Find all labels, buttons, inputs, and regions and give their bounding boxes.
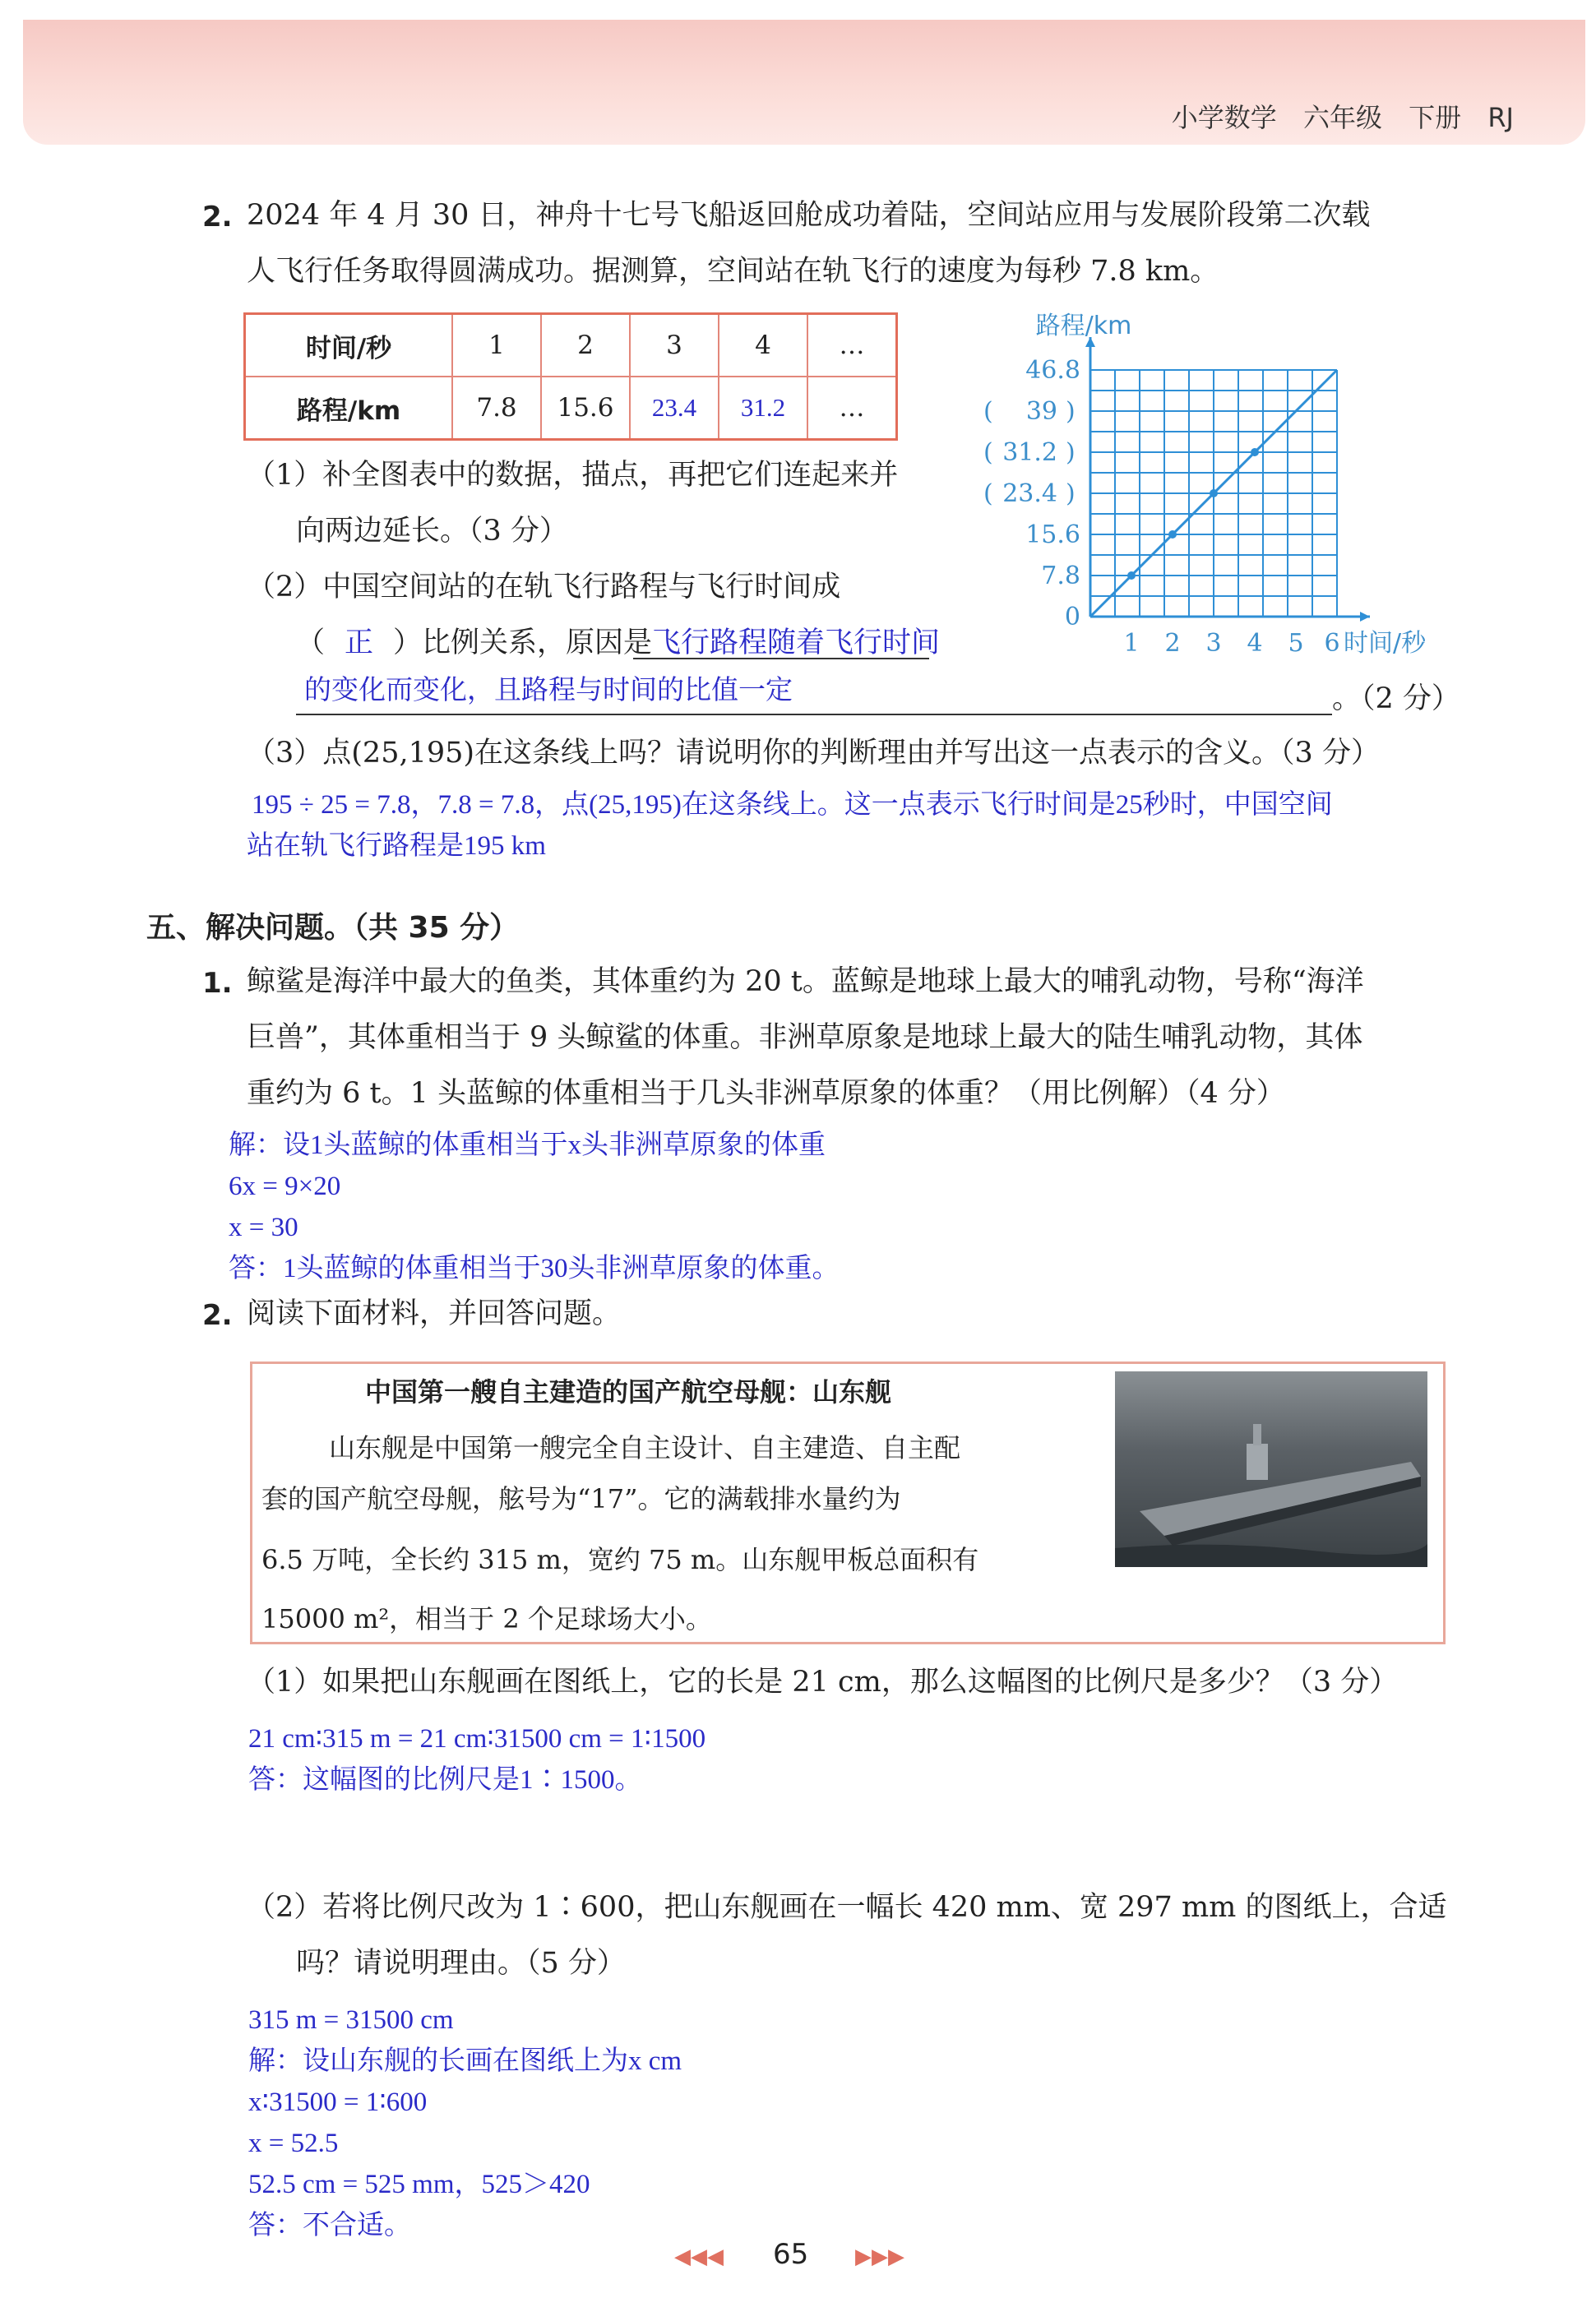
section-five-title: 五、解决问题。（共 35 分）: [146, 911, 520, 945]
table-cell: 2: [541, 314, 630, 377]
y-tick-label: 23.4: [1002, 479, 1057, 508]
answer-underline: [296, 714, 1332, 715]
distance-time-chart: [921, 304, 1447, 666]
table-cell: 7.8: [452, 377, 541, 440]
x-tick-label: 4: [1247, 629, 1263, 658]
table-cell: 3: [630, 314, 719, 377]
s5-q1-number: 1.: [202, 967, 233, 1000]
s5-q2-part2-answer4: x = 52.5: [248, 2129, 339, 2158]
table-header-distance: 路程/km: [245, 377, 453, 440]
x-axis-arrow: [1360, 612, 1370, 622]
prev-arrows-icon: ◀◀◀: [674, 2245, 724, 2269]
s5-q2-number: 2.: [202, 1299, 233, 1332]
q2-part3: （3）点(25,195)在这条线上吗？请说明你的判断理由并写出这一点表示的含义。（3 分）: [247, 737, 1380, 770]
material-line2: 套的国产航空母舰，舷号为“17”。它的满载排水量约为: [261, 1483, 901, 1514]
q2-part2-points: 。（2 分）: [1332, 682, 1460, 715]
material-line4: 15000 m²，相当于 2 个足球场大小。: [261, 1603, 712, 1634]
next-arrows-icon: ▶▶▶: [855, 2245, 904, 2269]
x-tick-label: 6: [1324, 629, 1340, 658]
material-line1: 山东舰是中国第一艘完全自主设计、自主建造、自主配: [329, 1432, 961, 1463]
x-tick-label: 2: [1164, 629, 1181, 658]
s5-q2-part1-answer2: 答：这幅图的比例尺是1∶1500。: [248, 1765, 642, 1795]
answer-reason-part1: 飞行路程随着飞行时间: [652, 626, 941, 659]
table-row-distance: [245, 377, 897, 440]
s5-q2-part1: （1）如果把山东舰画在图纸上，它的长是 21 cm，那么这幅图的比例尺是多少？（3 分）: [247, 1666, 1399, 1699]
aircraft-carrier-photo: [1115, 1371, 1427, 1567]
s5-q1-answer1: 解：设1头蓝鲸的体重相当于x头非洲草原象的体重: [229, 1130, 826, 1160]
s5-q2-part2-answer3: x∶31500 = 1∶600: [248, 2087, 428, 2117]
data-point: [1251, 448, 1259, 456]
table-cell-answer: 31.2: [719, 377, 807, 440]
y-tick-label: 39: [1025, 397, 1057, 426]
table-cell: …: [807, 314, 897, 377]
answer-proportion: 正: [345, 626, 374, 659]
chart-labels: [983, 312, 1427, 658]
q2-number: 2.: [202, 201, 233, 233]
q2-part2-line2: [296, 615, 940, 671]
q2-part3-answer2: 站在轨飞行路程是195 km: [247, 831, 546, 861]
table-cell: 4: [719, 314, 807, 377]
s5-q2-part2-answer5: 52.5 cm = 525 mm，525＞420: [248, 2170, 590, 2199]
x-axis-title: 时间/秒: [1344, 629, 1427, 658]
s5-q1-answer4: 答：1头蓝鲸的体重相当于30头非洲草原象的体重。: [229, 1254, 840, 1283]
s5-q2-intro: 阅读下面材料，并回答问题。: [247, 1297, 622, 1330]
data-point: [1168, 530, 1177, 539]
answer-underline: [633, 658, 929, 659]
table-cell: 15.6: [541, 377, 630, 440]
table-cell: …: [807, 377, 897, 440]
s5-q1-line1: 鲸鲨是海洋中最大的鱼类，其体重约为 20 t。蓝鲸是地球上最大的哺乳动物，号称“海洋: [247, 965, 1364, 998]
q2-part1-line1: （1）补全图表中的数据，描点，再把它们连起来并: [247, 459, 899, 492]
table-cell: 1: [452, 314, 541, 377]
tick-paren-open: (: [983, 479, 993, 508]
s5-q1-line2: 巨兽”，其体重相当于 9 头鲸鲨的体重。非洲草原象是地球上最大的陆生哺乳动物，其体: [247, 1021, 1363, 1054]
x-tick-label: 5: [1288, 629, 1304, 658]
q2-part2-line1: （2）中国空间站的在轨飞行路程与飞行时间成: [247, 571, 841, 603]
y-tick-label: 15.6: [1025, 520, 1080, 549]
y-tick-label: 31.2: [1002, 438, 1057, 467]
tick-paren-close: ): [1066, 479, 1076, 508]
s5-q2-part1-answer1: 21 cm∶315 m = 21 cm∶31500 cm = 1∶1500: [248, 1724, 706, 1754]
s5-q1-answer3: x = 30: [229, 1213, 298, 1242]
tick-paren-open: (: [983, 397, 993, 426]
tick-paren-close: ): [1066, 438, 1076, 467]
s5-q1-line3: 重约为 6 t。1 头蓝鲸的体重相当于几头非洲草原象的体重？（用比例解）（4 分）: [247, 1077, 1285, 1110]
s5-q2-part2-line2: 吗？请说明理由。（5 分）: [296, 1947, 626, 1980]
material-title: 中国第一艘自主建造的国产航空母舰：山东舰: [365, 1376, 892, 1408]
paren-open: （: [296, 626, 326, 659]
s5-q1-answer2: 6x = 9×20: [229, 1172, 341, 1201]
page-number: 65: [773, 2238, 809, 2271]
header-title: 小学数学 六年级 下册 RJ: [1171, 102, 1514, 133]
answer-reason-part2: 的变化而变化，且路程与时间的比值一定: [304, 676, 793, 705]
q2-line1: 2024 年 4 月 30 日，神舟十七号飞船返回舱成功着陆，空间站应用与发展阶段第二次载: [247, 199, 1371, 232]
tick-paren-close: ): [1066, 397, 1076, 426]
data-table: [243, 312, 898, 441]
q2-part3-answer1: 195 ÷ 25 = 7.8，7.8 = 7.8，点(25,195)在这条线上。这一点表示飞行时间是25秒时，中国空间: [252, 790, 1333, 820]
q2-line2: 人飞行任务取得圆满成功。据测算，空间站在轨飞行的速度为每秒 7.8 km。: [247, 255, 1219, 288]
x-tick-label: 1: [1123, 629, 1140, 658]
table-cell-answer: 23.4: [630, 377, 719, 440]
data-point: [1127, 571, 1136, 580]
y-tick-label: 7.8: [1041, 562, 1080, 590]
x-tick-label: 3: [1205, 629, 1222, 658]
y-tick-label: 0: [1064, 603, 1080, 631]
material-line3: 6.5 万吨，全长约 315 m，宽约 75 m。山东舰甲板总面积有: [261, 1544, 979, 1575]
s5-q2-part2-answer2: 解：设山东舰的长画在图纸上为x cm: [248, 2046, 682, 2076]
table-header-time: 时间/秒: [245, 314, 453, 377]
s5-q2-part2-line1: （2）若将比例尺改为 1∶600，把山东舰画在一幅长 420 mm、宽 297 mm 的图纸上，合适: [247, 1891, 1447, 1924]
y-tick-label: 46.8: [1025, 356, 1080, 385]
s5-q2-part2-answer1: 315 m = 31500 cm: [248, 2005, 454, 2035]
y-axis-title: 路程/km: [1035, 312, 1132, 340]
q2-part1-line2: 向两边延长。（3 分）: [296, 515, 568, 548]
paren-close: ）比例关系，原因是: [393, 626, 653, 659]
data-point: [1210, 489, 1218, 497]
table-row-time: [245, 314, 897, 377]
s5-q2-part2-answer6: 答：不合适。: [248, 2211, 411, 2240]
tick-paren-open: (: [983, 438, 993, 467]
